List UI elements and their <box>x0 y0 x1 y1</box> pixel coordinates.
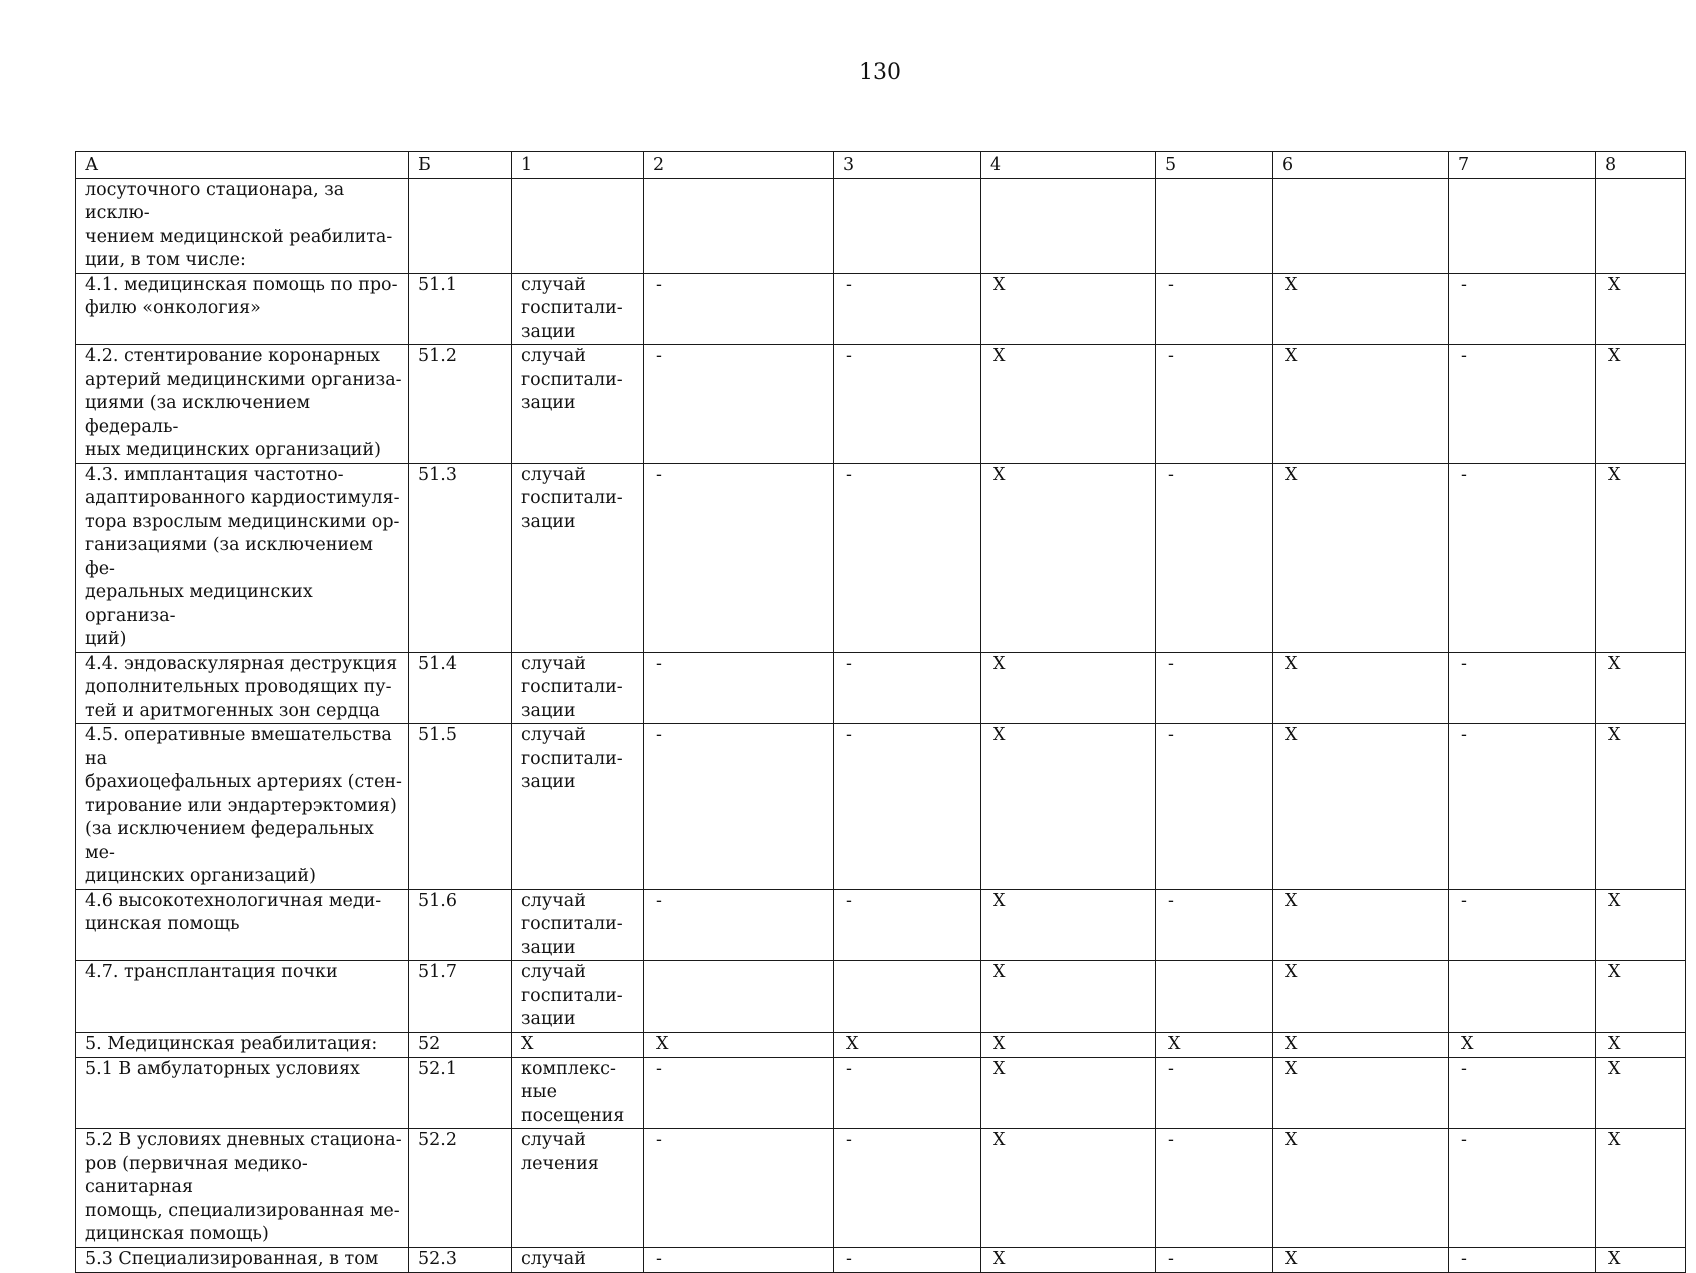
cell-description: 4.2. стентирование коронарных артерий медицинскими организа- циями (за исключением федераль- ных медицинских организаций) <box>76 345 409 464</box>
cell-col-4: Х <box>981 1129 1156 1248</box>
cell-col-5: - <box>1156 345 1273 464</box>
cell-col-8: Х <box>1596 961 1686 1033</box>
cell-col-3: - <box>834 652 981 724</box>
cell-description: 4.6 высокотехнологичная меди- цинская помощь <box>76 889 409 961</box>
table-row <box>76 961 1686 1033</box>
cell-unit: случай лечения <box>512 1129 644 1248</box>
cell-unit: случай госпитали- зации <box>512 724 644 890</box>
cell-code: 52.2 <box>409 1129 512 1248</box>
cell-description: лосуточного стационара, за исклю- чением медицинской реабилита- ции, в том числе: <box>76 178 409 273</box>
cell-col-5: - <box>1156 1129 1273 1248</box>
cell-code: 52.3 <box>409 1247 512 1272</box>
cell-col-8: Х <box>1596 1032 1686 1057</box>
cell-col-3: - <box>834 1129 981 1248</box>
cell-description: 4.3. имплантация частотно- адаптированного кардиостимуля- тора взрослым медицинскими ор- ганизациями (за исключением фе- деральных медицинских организа- ций) <box>76 463 409 652</box>
cell-unit: случай госпитали- зации <box>512 652 644 724</box>
cell-col-2: - <box>644 1057 834 1129</box>
table-row <box>76 1129 1686 1248</box>
cell-col-4: Х <box>981 1032 1156 1057</box>
cell-col-4: Х <box>981 345 1156 464</box>
cell-col-7: - <box>1449 463 1596 652</box>
cell-col-2: - <box>644 652 834 724</box>
cell-col-7 <box>1449 961 1596 1033</box>
cell-description: 4.5. оперативные вмешательства на брахиоцефальных артериях (стен- тирование или эндартерэктомия) (за исключением федеральных ме- дицинских организаций) <box>76 724 409 890</box>
cell-code: 52.1 <box>409 1057 512 1129</box>
cell-col-3 <box>834 961 981 1033</box>
cell-col-3: - <box>834 889 981 961</box>
cell-col-8: Х <box>1596 345 1686 464</box>
cell-col-3: - <box>834 724 981 890</box>
data-table <box>75 151 1686 1273</box>
cell-unit: случай госпитали- зации <box>512 889 644 961</box>
table-row <box>76 345 1686 464</box>
cell-col-4: Х <box>981 1247 1156 1272</box>
cell-col-8: Х <box>1596 1057 1686 1129</box>
cell-unit: случай госпитали- зации <box>512 345 644 464</box>
cell-col-8: Х <box>1596 1129 1686 1248</box>
cell-col-3 <box>834 178 981 273</box>
table-row <box>76 724 1686 890</box>
cell-col-5: - <box>1156 1057 1273 1129</box>
cell-col-6: Х <box>1273 1129 1449 1248</box>
table-row <box>76 463 1686 652</box>
table-header-row <box>76 152 1686 179</box>
cell-col-3: Х <box>834 1032 981 1057</box>
cell-col-5 <box>1156 178 1273 273</box>
cell-col-3: - <box>834 463 981 652</box>
cell-col-6: Х <box>1273 345 1449 464</box>
cell-col-4: Х <box>981 1057 1156 1129</box>
cell-col-8 <box>1596 178 1686 273</box>
cell-col-4: Х <box>981 724 1156 890</box>
header-cell-b: Б <box>409 152 512 179</box>
cell-description: 5.2 В условиях дневных стациона- ров (первичная медико-санитарная помощь, специализированная ме- дицинская помощь) <box>76 1129 409 1248</box>
header-cell-4: 4 <box>981 152 1156 179</box>
cell-col-2: - <box>644 273 834 345</box>
cell-col-2 <box>644 178 834 273</box>
cell-description: 4.1. медицинская помощь по про- филю «онкология» <box>76 273 409 345</box>
cell-col-5: - <box>1156 1247 1273 1272</box>
cell-col-4: Х <box>981 273 1156 345</box>
cell-col-7: - <box>1449 1057 1596 1129</box>
table-row <box>76 889 1686 961</box>
header-cell-8: 8 <box>1596 152 1686 179</box>
table-row <box>76 178 1686 273</box>
cell-col-8: Х <box>1596 463 1686 652</box>
cell-unit: комплекс- ные посещения <box>512 1057 644 1129</box>
cell-unit: случай госпитали- зации <box>512 273 644 345</box>
cell-col-7 <box>1449 178 1596 273</box>
cell-col-4: Х <box>981 889 1156 961</box>
cell-col-8: Х <box>1596 1247 1686 1272</box>
cell-col-3: - <box>834 1057 981 1129</box>
cell-unit: Х <box>512 1032 644 1057</box>
table-row <box>76 1247 1686 1272</box>
cell-col-6: Х <box>1273 1057 1449 1129</box>
cell-col-2: - <box>644 1247 834 1272</box>
cell-col-6: Х <box>1273 273 1449 345</box>
cell-col-5: - <box>1156 724 1273 890</box>
header-cell-1: 1 <box>512 152 644 179</box>
cell-col-7: - <box>1449 889 1596 961</box>
header-cell-a: А <box>76 152 409 179</box>
header-cell-5: 5 <box>1156 152 1273 179</box>
cell-col-5: - <box>1156 273 1273 345</box>
cell-col-2: - <box>644 889 834 961</box>
cell-col-8: Х <box>1596 724 1686 890</box>
cell-col-4: Х <box>981 652 1156 724</box>
cell-col-8: Х <box>1596 889 1686 961</box>
cell-code: 51.7 <box>409 961 512 1033</box>
cell-code: 51.4 <box>409 652 512 724</box>
cell-col-2 <box>644 961 834 1033</box>
cell-code: 51.6 <box>409 889 512 961</box>
cell-col-5: - <box>1156 463 1273 652</box>
cell-col-7: - <box>1449 345 1596 464</box>
cell-code: 51.1 <box>409 273 512 345</box>
header-cell-7: 7 <box>1449 152 1596 179</box>
cell-code: 51.2 <box>409 345 512 464</box>
cell-col-4: Х <box>981 961 1156 1033</box>
cell-description: 4.7. трансплантация почки <box>76 961 409 1033</box>
cell-col-3: - <box>834 345 981 464</box>
header-cell-3: 3 <box>834 152 981 179</box>
cell-col-6 <box>1273 178 1449 273</box>
cell-col-7: Х <box>1449 1032 1596 1057</box>
cell-col-6: Х <box>1273 1032 1449 1057</box>
cell-col-6: Х <box>1273 961 1449 1033</box>
cell-col-2: - <box>644 724 834 890</box>
cell-col-2: - <box>644 345 834 464</box>
cell-unit: случай <box>512 1247 644 1272</box>
cell-col-4 <box>981 178 1156 273</box>
cell-col-4: Х <box>981 463 1156 652</box>
cell-unit: случай госпитали- зации <box>512 463 644 652</box>
cell-col-3: - <box>834 273 981 345</box>
page-number: 130 <box>859 60 901 85</box>
cell-col-6: Х <box>1273 724 1449 890</box>
cell-col-5: Х <box>1156 1032 1273 1057</box>
table-body <box>76 152 1686 1273</box>
cell-col-6: Х <box>1273 1247 1449 1272</box>
cell-col-5 <box>1156 961 1273 1033</box>
cell-code: 52 <box>409 1032 512 1057</box>
table-row <box>76 652 1686 724</box>
cell-col-3: - <box>834 1247 981 1272</box>
cell-description: 5. Медицинская реабилитация: <box>76 1032 409 1057</box>
cell-description: 5.3 Специализированная, в том <box>76 1247 409 1272</box>
header-cell-6: 6 <box>1273 152 1449 179</box>
header-cell-2: 2 <box>644 152 834 179</box>
table-row <box>76 273 1686 345</box>
cell-col-2: - <box>644 463 834 652</box>
cell-col-7: - <box>1449 652 1596 724</box>
cell-unit <box>512 178 644 273</box>
cell-code: 51.3 <box>409 463 512 652</box>
cell-col-7: - <box>1449 1247 1596 1272</box>
cell-col-2: Х <box>644 1032 834 1057</box>
cell-col-6: Х <box>1273 652 1449 724</box>
cell-col-2: - <box>644 1129 834 1248</box>
cell-description: 5.1 В амбулаторных условиях <box>76 1057 409 1129</box>
cell-description: 4.4. эндоваскулярная деструкция дополнительных проводящих пу- тей и аритмогенных зон сердца <box>76 652 409 724</box>
cell-unit: случай госпитали- зации <box>512 961 644 1033</box>
cell-code <box>409 178 512 273</box>
cell-col-6: Х <box>1273 889 1449 961</box>
cell-col-5: - <box>1156 889 1273 961</box>
cell-col-7: - <box>1449 724 1596 890</box>
cell-col-6: Х <box>1273 463 1449 652</box>
cell-col-8: Х <box>1596 273 1686 345</box>
cell-col-7: - <box>1449 1129 1596 1248</box>
cell-code: 51.5 <box>409 724 512 890</box>
cell-col-8: Х <box>1596 652 1686 724</box>
cell-col-7: - <box>1449 273 1596 345</box>
cell-col-5: - <box>1156 652 1273 724</box>
table-row <box>76 1057 1686 1129</box>
table-row <box>76 1032 1686 1057</box>
